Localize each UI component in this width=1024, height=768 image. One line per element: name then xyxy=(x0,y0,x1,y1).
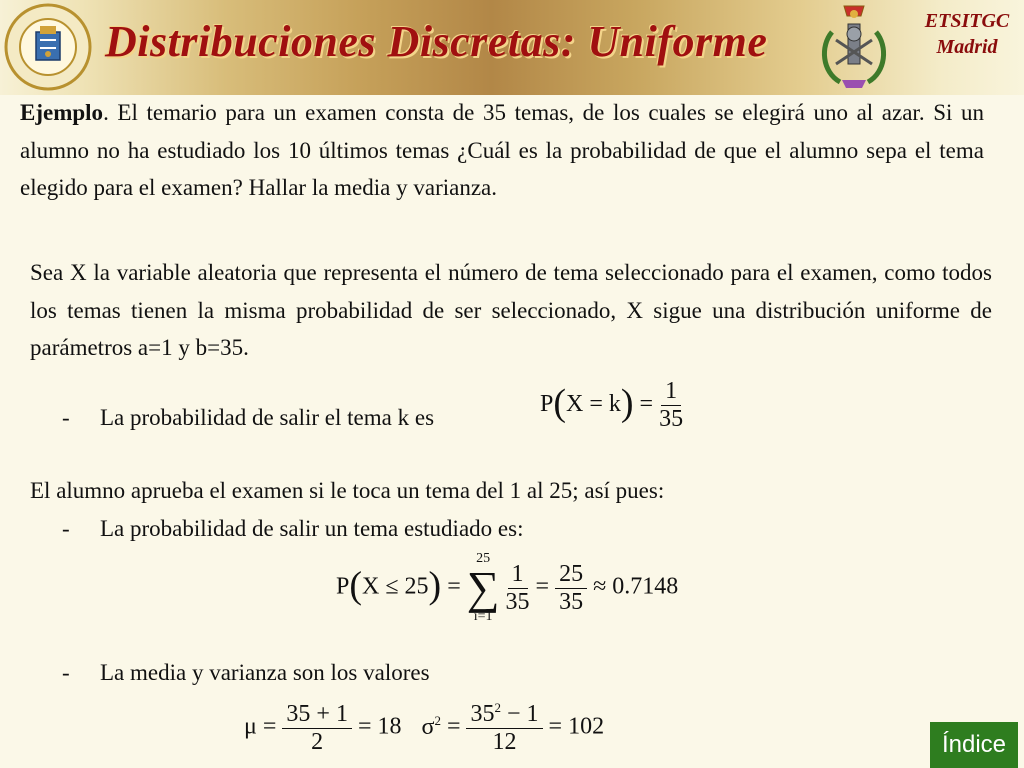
fraction-numerator: 35 + 1 xyxy=(282,701,352,729)
fraction-numerator: $35^2 - 1$ xyxy=(466,700,542,729)
school-city: Madrid xyxy=(936,36,998,58)
bullet-probability-k xyxy=(62,405,434,431)
eq-argument: X = k xyxy=(566,391,621,418)
fraction xyxy=(282,701,352,756)
fraction-denominator: 35 xyxy=(505,588,530,615)
pass-sentence: El alumno aprueba el examen si le toca un tema del 1 al 25; así pues: xyxy=(30,478,665,503)
example-text: . El temario para un examen consta de 35 temas, de los cuales se elegirá uno al azar. Si un alumno no ha estudiado los 10 últimos temas ¿Cuál es la probabilidad de que el alumno sepa el tema elegido para el examen? Hallar la media y varianza. xyxy=(20,100,984,200)
eq-argument: X ≤ 25 xyxy=(362,573,429,600)
eq-equals: = xyxy=(639,391,654,418)
variance-result: = 102 xyxy=(548,713,605,740)
bullet-text: La probabilidad de salir el tema k es xyxy=(100,405,435,430)
fraction-numerator: 1 xyxy=(508,561,528,589)
eq-approximation: ≈ 0.7148 xyxy=(593,573,679,600)
university-seal-icon xyxy=(4,2,92,92)
fraction-denominator: 35 xyxy=(659,406,684,432)
equation-mean-variance xyxy=(244,700,604,756)
mean-symbol: μ = xyxy=(244,713,277,740)
school-name: ETSITGC xyxy=(924,10,1010,32)
equation-probability-k: P(X = k) = $\frac{1}{35}$ xyxy=(540,378,684,432)
bullet-studied-topic xyxy=(62,516,523,542)
fraction-denominator: 2 xyxy=(311,728,324,755)
fraction-numerator: 25 xyxy=(555,561,587,589)
sum-icon: ∑ xyxy=(466,562,500,613)
fraction-numerator: 1 xyxy=(661,378,681,406)
bullet-mean-variance xyxy=(62,660,430,686)
eq-symbol: P xyxy=(336,573,350,600)
explanation-paragraph: Sea X la variable aleatoria que representa el número de tema seleccionado para el examen, como todos los temas tienen la misma probabilidad de ser seleccionado, X sigue una distribución uniforme de parámetros a=1 y b=35. xyxy=(30,260,992,360)
fraction-denominator: 12 xyxy=(492,729,517,755)
school-label xyxy=(912,8,1022,60)
slide-header xyxy=(0,0,1024,95)
eq-equals: = xyxy=(447,573,461,600)
eq-symbol: P xyxy=(540,391,554,418)
equation-studied-probability: P(X ≤ 25) = 25 ∑ i=1 $\frac{1}{35}$ = $\frac{25}{35}$ ≈ 0.7148 xyxy=(336,551,679,624)
fraction xyxy=(506,561,530,616)
example-label: Ejemplo xyxy=(20,100,104,125)
example-paragraph xyxy=(20,94,984,207)
fraction-denominator: 35 xyxy=(559,588,584,615)
bullet-marker: - xyxy=(62,405,70,430)
bullet-text: La probabilidad de salir un tema estudiado es: xyxy=(100,516,524,541)
fraction xyxy=(466,700,542,756)
mean-result: = 18 xyxy=(357,713,402,740)
slide-title: Distribuciones Discretas: Uniforme xyxy=(105,17,768,66)
fraction xyxy=(555,561,587,616)
eq-equals: = xyxy=(446,713,461,740)
bullet-text: La media y varianza son los valores xyxy=(100,660,430,685)
eq-equals: = xyxy=(535,573,550,600)
sum-upper-limit: 25 xyxy=(476,551,491,566)
bullet-marker: - xyxy=(62,660,70,685)
bullet-marker: - xyxy=(62,516,70,541)
index-button[interactable]: Índice xyxy=(930,722,1018,768)
summation xyxy=(467,552,500,624)
sum-lower-limit: i=1 xyxy=(473,609,493,624)
fraction xyxy=(659,378,683,433)
school-crest-icon xyxy=(818,2,890,92)
variance-symbol: $\sigma^2$ xyxy=(421,712,441,740)
